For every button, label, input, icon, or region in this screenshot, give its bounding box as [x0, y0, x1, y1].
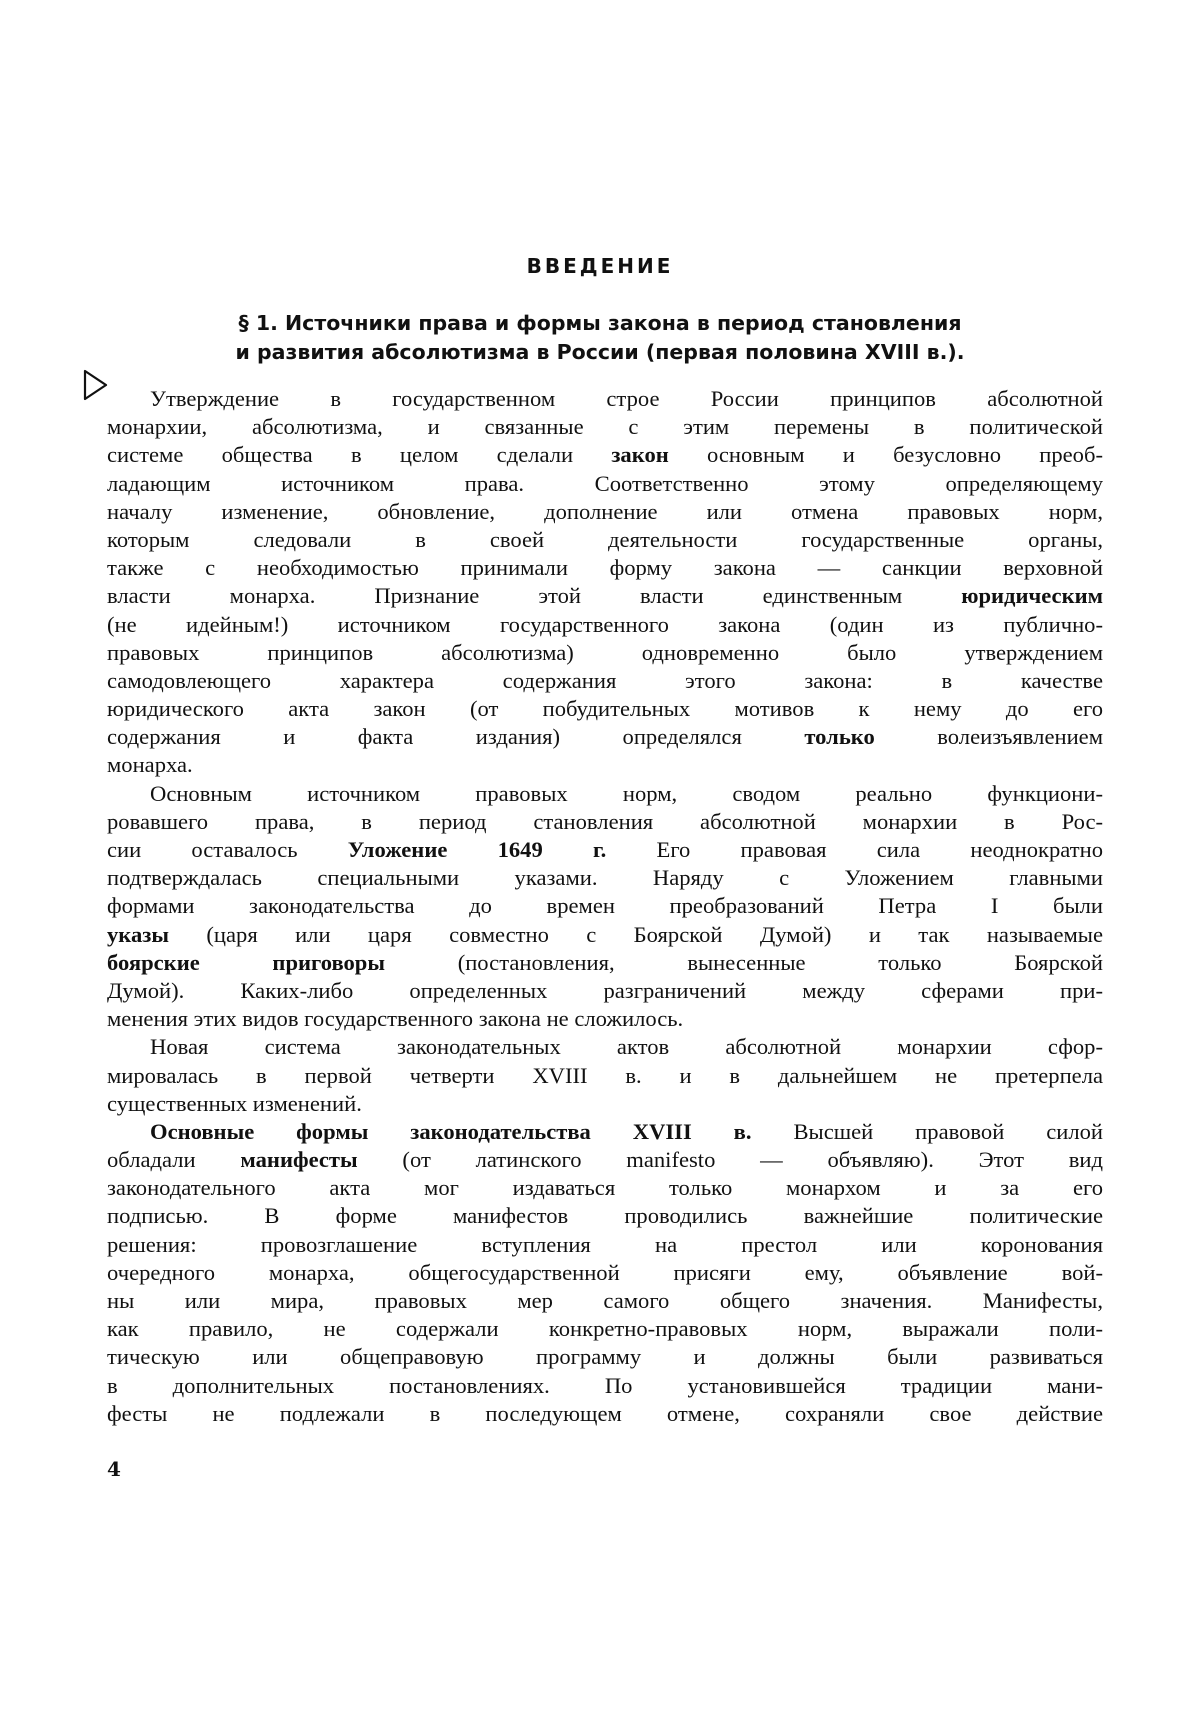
- text-run: монарха.: [107, 752, 193, 778]
- text-run: законодательного акта мог издаваться только монархом и за его: [107, 1175, 1103, 1201]
- text-line: [107, 413, 1103, 441]
- text-run: сии оставалось: [107, 837, 348, 862]
- text-line: [107, 554, 1103, 582]
- page-number: 4: [107, 1457, 121, 1481]
- text-line: [107, 582, 1103, 610]
- text-line: [107, 1287, 1103, 1315]
- text-line: [107, 441, 1103, 469]
- text-line: [107, 1090, 1103, 1118]
- text-line: [107, 1033, 1103, 1061]
- text-line: [107, 611, 1103, 639]
- section-title: [150, 309, 1050, 367]
- text-run: власти монарха. Признание этой власти единственным: [107, 583, 962, 609]
- text-run: Его правовая сила неоднократно: [606, 837, 1104, 862]
- text-line: [107, 1202, 1103, 1230]
- text-line: [107, 723, 1103, 751]
- text-run: ладающим источником права. Соответственно этому определяющему: [107, 470, 1103, 496]
- bold-term: указы: [107, 921, 169, 947]
- text-run: существенных изменений.: [107, 1090, 362, 1116]
- text-run: Высшей правовой силой: [751, 1118, 1104, 1144]
- chapter-heading: ВВЕДЕНИЕ: [526, 254, 674, 278]
- text-line: [107, 695, 1103, 723]
- text-line: [107, 1259, 1103, 1287]
- text-line: [107, 385, 1103, 413]
- text-run: (от латинского manifesto — объявляю). Этот вид: [357, 1147, 1103, 1173]
- text-run: тическую или общеправовую программу и должны были развиваться: [107, 1344, 1103, 1370]
- text-line: [107, 526, 1103, 554]
- text-line: [107, 667, 1103, 695]
- body-text: [107, 385, 1103, 1428]
- text-run: самодовлеющего характера содержания этого закона: в качестве: [107, 667, 1103, 693]
- text-line: [107, 1174, 1103, 1202]
- text-line: [107, 751, 1103, 779]
- text-line: [107, 864, 1103, 892]
- text-line: [107, 921, 1103, 949]
- text-run: решения: провозглашение вступления на престол или коронования: [107, 1231, 1103, 1257]
- text-run: началу изменение, обновление, дополнение или отмена правовых норм,: [107, 498, 1103, 524]
- bold-term: юридическим: [961, 583, 1103, 609]
- text-line: [107, 1315, 1103, 1343]
- text-run: содержания и факта издания) определялся: [107, 724, 805, 750]
- text-run: ровавшего права, в период становления абсолютной монархии в Рос-: [107, 808, 1103, 834]
- text-run: (постановления, вынесенные только Боярской: [385, 949, 1103, 975]
- text-run: правовых принципов абсолютизма) одновременно было утверждением: [107, 639, 1103, 665]
- text-run: волеизъявлением: [874, 724, 1103, 750]
- text-run: фесты не подлежали в последующем отмене, сохраняли свое действие: [107, 1400, 1103, 1426]
- text-run: (не идейным!) источником государственного закона (один из публично-: [107, 611, 1103, 637]
- text-run: очередного монарха, общегосударственной присяги ему, объявление вой-: [107, 1259, 1103, 1285]
- text-run: Основным источником правовых норм, сводом реально функциони-: [150, 780, 1103, 806]
- text-line: [107, 1343, 1103, 1371]
- text-run: как правило, не содержали конкретно-правовых норм, выражали поли-: [107, 1316, 1103, 1342]
- text-line: [107, 470, 1103, 498]
- text-line: [107, 1146, 1103, 1174]
- section-title-line-2: и развития абсолютизма в России (первая половина XVIII в.).: [235, 340, 965, 364]
- bold-term: Основные формы законодательства XVIII в.: [150, 1118, 752, 1144]
- margin-triangle-mark-icon: [82, 368, 110, 402]
- text-line: [107, 808, 1103, 836]
- text-line: [107, 1005, 1103, 1033]
- text-run: также с необходимостью принимали форму закона — санкции верховной: [107, 555, 1103, 581]
- text-line: [107, 1400, 1103, 1428]
- bold-term: манифесты: [240, 1147, 358, 1173]
- text-run: подтверждалась специальными указами. Наряду с Уложением главными: [107, 865, 1103, 891]
- text-run: юридического акта закон (от побудительных мотивов к нему до его: [107, 696, 1103, 722]
- text-line: [107, 892, 1103, 920]
- bold-term: боярские приговоры: [107, 949, 386, 975]
- bold-term: Уложение 1649 г.: [347, 837, 607, 862]
- text-line: [107, 1118, 1103, 1146]
- text-run: (царя или царя совместно с Боярской Думой) и так называемые: [169, 921, 1103, 947]
- text-run: обладали: [107, 1147, 241, 1173]
- section-title-line-1: § 1. Источники права и формы закона в период становления: [238, 311, 962, 335]
- text-run: формами законодательства до времен преобразований Петра I были: [107, 893, 1103, 919]
- text-line: [107, 639, 1103, 667]
- text-line: [107, 1062, 1103, 1090]
- text-run: монархии, абсолютизма, и связанные с этим перемены в политической: [107, 414, 1103, 440]
- text-run: менения этих видов государственного закона не сложилось.: [107, 1006, 684, 1032]
- text-run: которым следовали в своей деятельности государственные органы,: [107, 526, 1103, 552]
- text-run: подписью. В форме манифестов проводились важнейшие политические: [107, 1203, 1103, 1229]
- bold-term: только: [804, 724, 875, 750]
- text-line: [107, 949, 1103, 977]
- text-run: в дополнительных постановлениях. По установившейся традиции мани-: [107, 1372, 1103, 1398]
- text-line: [107, 1231, 1103, 1259]
- bold-term: закон: [611, 442, 669, 468]
- text-run: ны или мира, правовых мер самого общего значения. Манифесты,: [107, 1288, 1103, 1313]
- text-line: [107, 498, 1103, 526]
- text-line: [107, 836, 1103, 864]
- text-run: основным и безусловно преоб-: [668, 442, 1103, 468]
- text-run: Новая система законодательных актов абсолютной монархии сфор-: [150, 1034, 1103, 1060]
- text-run: Думой). Каких-либо определенных разграничений между сферами при-: [107, 977, 1103, 1003]
- text-run: мировалась в первой четверти XVIII в. и в дальнейшем не претерпела: [107, 1062, 1103, 1088]
- text-run: системе общества в целом сделали: [107, 442, 612, 468]
- text-line: [107, 1372, 1103, 1400]
- text-line: [107, 977, 1103, 1005]
- text-line: [107, 780, 1103, 808]
- text-run: Утверждение в государственном строе России принципов абсолютной: [150, 386, 1103, 411]
